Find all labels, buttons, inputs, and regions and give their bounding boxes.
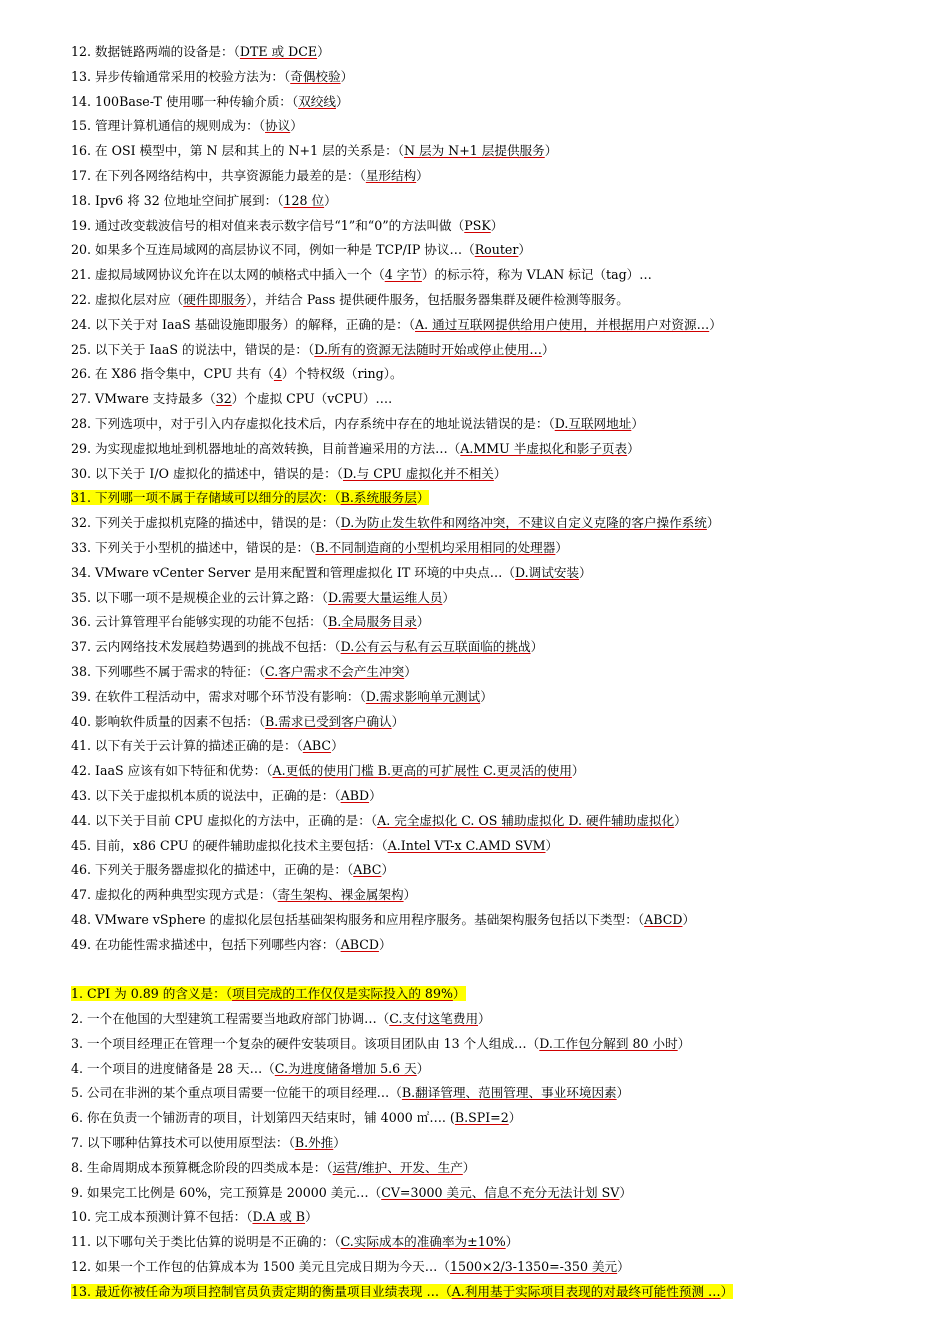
question-prompt: 14. 100Base-T 使用哪一种传输介质：（ bbox=[71, 93, 299, 109]
question-line bbox=[71, 734, 891, 759]
question-line bbox=[71, 437, 891, 462]
question-text bbox=[71, 267, 652, 282]
question-suffix: ） bbox=[674, 812, 687, 828]
question-text bbox=[71, 788, 382, 803]
question-prompt: 1. CPI 为 0.89 的含义是：（ bbox=[71, 986, 233, 1002]
question-text bbox=[71, 813, 687, 828]
question-text bbox=[71, 689, 493, 704]
question-prompt: 13. 最近你被任命为项目控制官员负责定期的衡量项目业绩表现 …（ bbox=[71, 1283, 452, 1299]
question-prompt: 40. 影响软件质量的因素不包括：（ bbox=[71, 713, 266, 729]
question-suffix: ） bbox=[545, 837, 559, 853]
question-suffix: ） bbox=[403, 887, 417, 903]
answer-text: 协议 bbox=[265, 118, 291, 134]
question-prompt: 25. 以下关于 IaaS 的说法中，错误的是：（ bbox=[71, 341, 315, 357]
answer-text: B.SPI=2 bbox=[454, 1110, 509, 1126]
question-line bbox=[71, 536, 891, 561]
question-suffix: ） bbox=[331, 738, 344, 754]
answer-text: D.所有的资源无法随时开始或停止使用… bbox=[314, 341, 543, 357]
question-prompt: 29. 为实现虚拟地址到机器地址的高效转换，目前普遍采用的方法…（ bbox=[71, 440, 461, 456]
question-line bbox=[71, 710, 891, 735]
question-line bbox=[71, 660, 891, 685]
answer-text: C.为进度储备增加 5.6 天 bbox=[274, 1060, 417, 1076]
question-prompt: 12. 如果一个工作包的估算成本为 1500 美元且完成日期为今天…（ bbox=[71, 1259, 450, 1275]
question-line bbox=[71, 834, 891, 859]
answer-text: B.系统服务层 bbox=[340, 490, 417, 506]
question-text bbox=[71, 738, 344, 753]
question-line bbox=[71, 214, 891, 239]
question-prompt: 10. 完工成本预测计算不包括：（ bbox=[71, 1209, 253, 1225]
highlighted-question-line bbox=[71, 982, 891, 1007]
answer-text: CV=3000 美元、信息不充分无法计划 SV bbox=[381, 1184, 620, 1200]
question-suffix: ） bbox=[631, 415, 644, 431]
answer-text: 1500×2/3-1350=-350 美元 bbox=[449, 1259, 618, 1275]
question-line bbox=[71, 263, 891, 288]
question-line bbox=[71, 90, 891, 115]
question-prompt: 8. 生命周期成本预算概念阶段的四类成本是：（ bbox=[71, 1159, 333, 1175]
question-suffix: ） bbox=[706, 515, 720, 531]
question-text bbox=[71, 639, 543, 654]
answer-text: A.MMU 半虚拟化和影子页表 bbox=[460, 440, 628, 456]
question-line bbox=[71, 1131, 891, 1156]
question-prompt: 9. 如果完工比例是 60%，完工预算是 20000 美元…（ bbox=[71, 1184, 382, 1200]
question-prompt: 16. 在 OSI 模型中，第 N 层和其上的 N+1 层的关系是：（ bbox=[71, 143, 404, 159]
question-text bbox=[71, 1061, 429, 1076]
question-line bbox=[71, 610, 891, 635]
question-line bbox=[71, 933, 891, 958]
question-text bbox=[71, 242, 531, 257]
question-line bbox=[71, 561, 891, 586]
question-prompt: 33. 下列关于小型机的描述中，错误的是：（ bbox=[71, 539, 316, 555]
question-line bbox=[71, 784, 891, 809]
question-suffix: ） bbox=[452, 986, 466, 1002]
question-text bbox=[71, 1284, 733, 1299]
question-prompt: 39. 在软件工程活动中，需求对哪个环节没有影响：（ bbox=[71, 688, 366, 704]
question-line bbox=[71, 1032, 891, 1057]
answer-text: A.更低的使用门槛 B.更高的可扩展性 C.更灵活的使用 bbox=[272, 763, 572, 779]
question-prompt: 45. 目前，x86 CPU 的硬件辅助虚拟化技术主要包括：（ bbox=[71, 837, 388, 853]
question-text bbox=[71, 1234, 518, 1249]
question-suffix: ） bbox=[480, 688, 493, 704]
answer-text: ABD bbox=[340, 787, 370, 803]
question-prompt: 7. 以下哪种估算技术可以使用原型法：（ bbox=[71, 1135, 295, 1151]
answer-text: 项目完成的工作仅仅是实际投入的 89% bbox=[232, 986, 453, 1002]
question-line bbox=[71, 883, 891, 908]
question-text bbox=[71, 986, 466, 1001]
answer-text: C.支付这笔费用 bbox=[389, 1011, 479, 1027]
question-line bbox=[71, 586, 891, 611]
answer-text: ABC bbox=[353, 862, 382, 878]
question-suffix: ） bbox=[324, 192, 337, 208]
question-text bbox=[71, 342, 555, 357]
answer-text: Router bbox=[474, 242, 519, 258]
question-prompt: 12. 数据链路两端的设备是：（ bbox=[71, 44, 240, 59]
question-text bbox=[71, 838, 558, 853]
question-suffix: ），并结合 Pass 提供硬件服务，包括服务器集群及硬件检测等服务。 bbox=[246, 291, 629, 307]
question-text bbox=[71, 391, 392, 406]
question-prompt: 49. 在功能性需求描述中，包括下列哪些内容：（ bbox=[71, 936, 341, 952]
question-prompt: 5. 公司在非洲的某个重点项目需要一位能干的项目经理…（ bbox=[71, 1085, 402, 1101]
question-text bbox=[71, 937, 392, 952]
question-prompt: 11. 以下哪句关于类比估算的说明是不正确的：（ bbox=[71, 1234, 341, 1250]
answer-text: DTE 或 DCE bbox=[239, 44, 318, 59]
question-line bbox=[71, 759, 891, 784]
question-text bbox=[71, 317, 722, 332]
question-suffix: ） bbox=[616, 1085, 630, 1101]
question-suffix: ）个特权级（ring）。 bbox=[281, 366, 403, 382]
answer-text: B.需求已受到客户确认 bbox=[265, 713, 392, 729]
answer-text: 4 字节 bbox=[384, 267, 422, 283]
answer-text: D.需求影响单元测试 bbox=[365, 688, 481, 704]
question-text bbox=[71, 118, 303, 133]
document-body bbox=[71, 40, 891, 1305]
question-line bbox=[71, 189, 891, 214]
question-text bbox=[71, 466, 506, 481]
question-suffix: ） bbox=[369, 787, 382, 803]
question-prompt: 13. 异步传输通常采用的校验方法为：（ bbox=[71, 68, 291, 84]
question-line bbox=[71, 65, 891, 90]
question-prompt: 37. 云内网络技术发展趋势遇到的挑战不包括：（ bbox=[71, 639, 341, 655]
question-prompt: 19. 通过改变载波信号的相对值来表示数字信号“1”和“0”的方法叫做（ bbox=[71, 217, 465, 233]
question-line bbox=[71, 114, 891, 139]
question-text bbox=[71, 763, 585, 778]
question-prompt: 3. 一个项目经理正在管理一个复杂的硬件安装项目。该项目团队由 13 个人组成…（ bbox=[71, 1035, 540, 1051]
question-line bbox=[71, 1255, 891, 1280]
question-line bbox=[71, 40, 891, 65]
question-text bbox=[71, 292, 629, 307]
answer-text: B.外推 bbox=[294, 1135, 334, 1151]
question-line bbox=[71, 635, 891, 660]
question-suffix: ） bbox=[720, 1283, 734, 1299]
answer-text: A. 通过互联网提供给用户使用，并根据用户对资源… bbox=[415, 316, 710, 332]
question-suffix: ） bbox=[490, 217, 504, 233]
question-text bbox=[71, 887, 416, 902]
question-suffix: ） bbox=[478, 1011, 491, 1027]
question-prompt: 42. IaaS 应该有如下特征和优势：（ bbox=[71, 763, 273, 779]
question-prompt: 36. 云计算管理平台能够实现的功能不包括：（ bbox=[71, 614, 329, 630]
question-text bbox=[71, 714, 404, 729]
question-suffix: ） bbox=[617, 1259, 630, 1275]
question-text bbox=[71, 862, 394, 877]
question-prompt: 15. 管理计算机通信的规则成为：（ bbox=[71, 118, 266, 134]
question-suffix: ） bbox=[518, 242, 531, 258]
question-prompt: 26. 在 X86 指令集中，CPU 共有（ bbox=[71, 366, 274, 382]
question-prompt: 21. 虚拟局域网协议允许在以太网的帧格式中插入一个（ bbox=[71, 267, 385, 283]
question-suffix: ） bbox=[709, 316, 722, 332]
highlighted-question-line bbox=[71, 1280, 891, 1305]
answer-text: D.为防止发生软件和网络冲突，不建议自定义克隆的客户操作系统 bbox=[340, 515, 707, 531]
question-text bbox=[71, 143, 557, 158]
answer-text: 128 位 bbox=[283, 192, 325, 208]
answer-text: 硬件即服务 bbox=[183, 291, 247, 307]
question-line bbox=[71, 288, 891, 313]
question-suffix: ）个虚拟 CPU（vCPU）…. bbox=[231, 391, 393, 407]
question-line bbox=[71, 809, 891, 834]
question-text bbox=[71, 193, 337, 208]
question-text bbox=[71, 366, 403, 381]
question-line bbox=[71, 338, 891, 363]
question-suffix: ） bbox=[571, 763, 585, 779]
question-suffix: ） bbox=[416, 1060, 430, 1076]
question-suffix: ） bbox=[544, 143, 558, 159]
answer-text: B.不同制造商的小型机均采用相同的处理器 bbox=[315, 539, 556, 555]
question-text bbox=[71, 912, 695, 927]
answer-text: A. 完全虚拟化 C. OS 辅助虚拟化 D. 硬件辅助虚拟化 bbox=[377, 812, 675, 828]
question-prompt: 22. 虚拟化层对应（ bbox=[71, 291, 184, 307]
answer-text: C.实际成本的准确率为±10% bbox=[340, 1234, 506, 1250]
question-prompt: 48. VMware vSphere 的虚拟化层包括基础架构服务和应用程序服务。基础架构服务包括以下类型：（ bbox=[71, 911, 645, 927]
question-line bbox=[71, 412, 891, 437]
question-text bbox=[71, 515, 719, 530]
question-suffix: ） bbox=[677, 1035, 691, 1051]
question-line bbox=[71, 238, 891, 263]
question-line bbox=[71, 139, 891, 164]
question-prompt: 41. 以下有关于云计算的描述正确的是：（ bbox=[71, 738, 303, 754]
question-suffix: ）的标示符，称为 VLAN 标记（tag）… bbox=[421, 267, 652, 283]
question-prompt: 30. 以下关于 I/O 虚拟化的描述中，错误的是：（ bbox=[71, 465, 343, 481]
question-suffix: ） bbox=[505, 1234, 519, 1250]
question-suffix: ） bbox=[404, 663, 417, 679]
answer-text: D.与 CPU 虚拟化并不相关 bbox=[342, 465, 494, 481]
question-suffix: ） bbox=[579, 564, 592, 580]
question-suffix: ） bbox=[493, 465, 507, 481]
answer-text: B.全局服务目录 bbox=[328, 614, 417, 630]
question-text bbox=[71, 614, 429, 629]
question-line bbox=[71, 362, 891, 387]
question-line bbox=[71, 1156, 891, 1181]
question-text bbox=[71, 565, 592, 580]
question-suffix: ） bbox=[416, 167, 429, 183]
question-line bbox=[71, 1081, 891, 1106]
question-text bbox=[71, 441, 640, 456]
question-prompt: 47. 虚拟化的两种典型实现方式是：（ bbox=[71, 887, 278, 903]
question-prompt: 44. 以下关于目前 CPU 虚拟化的方法中，正确的是：（ bbox=[71, 812, 378, 828]
question-line bbox=[71, 462, 891, 487]
question-suffix: ） bbox=[290, 118, 303, 134]
question-suffix: ） bbox=[340, 68, 354, 84]
question-text bbox=[71, 218, 503, 233]
question-text bbox=[71, 69, 353, 84]
question-prompt: 31. 下列哪一项不属于存储域可以细分的层次：（ bbox=[71, 490, 341, 506]
answer-text: D.A 或 B bbox=[252, 1209, 306, 1225]
question-line bbox=[71, 313, 891, 338]
answer-text: ABCD bbox=[644, 911, 683, 927]
question-prompt: 6. 你在负责一个铺沥青的项目，计划第四天结束时，铺 4000 ㎡…. ( bbox=[71, 1110, 455, 1126]
question-suffix: ） bbox=[619, 1184, 632, 1200]
question-prompt: 18. Ipv6 将 32 位地址空间扩展到：（ bbox=[71, 192, 284, 208]
question-suffix: ） bbox=[442, 589, 456, 605]
question-suffix: ） bbox=[391, 713, 405, 729]
question-text bbox=[71, 490, 429, 505]
question-suffix: ） bbox=[335, 93, 349, 109]
question-line bbox=[71, 1057, 891, 1082]
answer-text: D.互联网地址 bbox=[554, 415, 632, 431]
answer-text: 双绞线 bbox=[298, 93, 336, 109]
question-prompt: 4. 一个项目的进度储备是 28 天…（ bbox=[71, 1060, 275, 1076]
question-suffix: ） bbox=[530, 639, 544, 655]
answer-text: A.Intel VT-x C.AMD SVM bbox=[387, 837, 546, 853]
answer-text: D.需要大量运维人员 bbox=[328, 589, 443, 605]
question-text bbox=[71, 590, 455, 605]
question-prompt: 43. 以下关于虚拟机本质的说法中，正确的是：（ bbox=[71, 787, 341, 803]
question-line bbox=[71, 1230, 891, 1255]
question-prompt: 35. 以下哪一项不是规模企业的云计算之路：（ bbox=[71, 589, 329, 605]
answer-text: 奇偶校验 bbox=[290, 68, 341, 84]
question-suffix: ） bbox=[381, 862, 395, 878]
question-text bbox=[71, 1085, 629, 1100]
question-line bbox=[71, 1106, 891, 1131]
question-suffix: ） bbox=[682, 911, 696, 927]
question-line bbox=[71, 387, 891, 412]
question-line bbox=[71, 685, 891, 710]
question-text bbox=[71, 416, 644, 431]
question-suffix: ） bbox=[305, 1209, 318, 1225]
question-text bbox=[71, 1036, 690, 1051]
answer-text: 32 bbox=[215, 391, 232, 407]
question-suffix: ） bbox=[542, 341, 555, 357]
blank-line bbox=[71, 957, 891, 982]
question-line bbox=[71, 511, 891, 536]
question-text bbox=[71, 94, 349, 109]
question-text bbox=[71, 168, 429, 183]
answer-text: D.调试安装 bbox=[515, 564, 580, 580]
answer-text: D.公有云与私有云互联面临的挑战 bbox=[340, 639, 531, 655]
answer-text: C.客户需求不会产生冲突 bbox=[265, 663, 405, 679]
question-suffix: ） bbox=[508, 1110, 522, 1126]
question-text bbox=[71, 1185, 632, 1200]
answer-text: ABCD bbox=[340, 936, 379, 952]
question-text bbox=[71, 1259, 630, 1274]
question-prompt: 46. 下列关于服务器虚拟化的描述中，正确的是：（ bbox=[71, 862, 354, 878]
question-prompt: 38. 下列哪些不属于需求的特征：（ bbox=[71, 663, 266, 679]
answer-text: 寄生架构、裸金属架构 bbox=[277, 887, 404, 903]
question-suffix: ） bbox=[462, 1159, 476, 1175]
highlighted-question-line bbox=[71, 486, 891, 511]
question-prompt: 28. 下列选项中，对于引入内存虚拟化技术后，内存系统中存在的地址说法错误的是：（ bbox=[71, 415, 555, 431]
question-text bbox=[71, 540, 568, 555]
question-text bbox=[71, 1209, 318, 1224]
question-suffix: ） bbox=[627, 440, 640, 456]
question-prompt: 34. VMware vCenter Server 是用来配置和管理虚拟化 IT 环境的中央点…（ bbox=[71, 564, 515, 580]
question-text bbox=[71, 1011, 491, 1026]
question-suffix: ） bbox=[317, 44, 330, 59]
question-prompt: 17. 在下列各网络结构中，共享资源能力最差的是：（ bbox=[71, 167, 366, 183]
answer-text: 运营/维护、开发、生产 bbox=[332, 1159, 463, 1175]
answer-text: N 层为 N+1 层提供服务 bbox=[403, 143, 545, 159]
answer-text: 4 bbox=[273, 366, 282, 382]
question-prompt: 32. 下列关于虚拟机克隆的描述中，错误的是：（ bbox=[71, 515, 341, 531]
question-line bbox=[71, 1181, 891, 1206]
question-text bbox=[71, 1160, 475, 1175]
question-prompt: 2. 一个在他国的大型建筑工程需要当地政府部门协调…（ bbox=[71, 1011, 390, 1027]
question-prompt: 27. VMware 支持最多（ bbox=[71, 391, 216, 407]
question-text bbox=[71, 1110, 521, 1125]
answer-text: B.翻译管理、范围管理、事业环境因素 bbox=[401, 1085, 617, 1101]
question-suffix: ） bbox=[333, 1135, 346, 1151]
question-line bbox=[71, 908, 891, 933]
question-text bbox=[71, 1135, 346, 1150]
question-line bbox=[71, 164, 891, 189]
answer-text: 星形结构 bbox=[365, 167, 417, 183]
question-text bbox=[71, 664, 417, 679]
question-prompt: 24. 以下关于对 IaaS 基础设施即服务）的解释，正确的是：（ bbox=[71, 316, 416, 332]
question-suffix: ） bbox=[378, 936, 392, 952]
answer-text: A.利用基于实际项目表现的对最终可能性预测 … bbox=[451, 1283, 721, 1299]
question-suffix: ） bbox=[416, 490, 430, 506]
answer-text: ABC bbox=[302, 738, 332, 754]
answer-text: PSK bbox=[464, 217, 491, 233]
question-suffix: ） bbox=[555, 539, 568, 555]
question-prompt: 20. 如果多个互连局域网的高层协议不同，例如一种是 TCP/IP 协议…（ bbox=[71, 242, 475, 258]
question-line bbox=[71, 1205, 891, 1230]
answer-text: D.工作包分解到 80 小时 bbox=[539, 1035, 678, 1051]
question-text bbox=[71, 44, 330, 59]
question-suffix: ） bbox=[416, 614, 430, 630]
question-line bbox=[71, 1007, 891, 1032]
question-line bbox=[71, 858, 891, 883]
